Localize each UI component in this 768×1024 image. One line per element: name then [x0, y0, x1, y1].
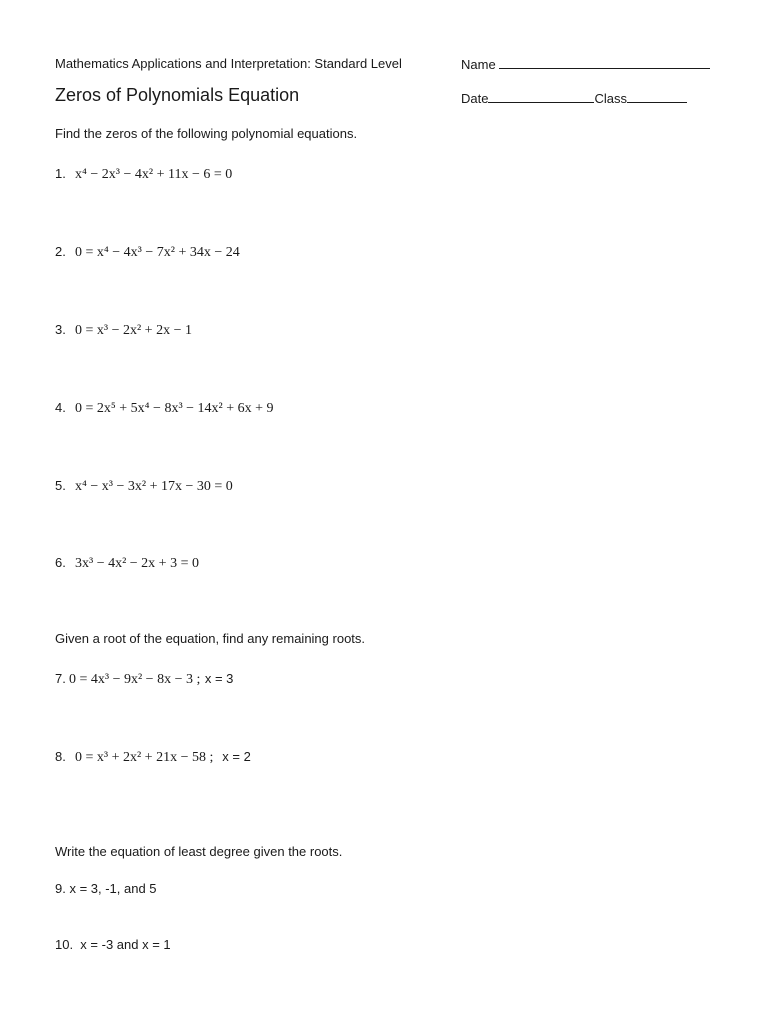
problem-number: 3.	[55, 322, 66, 337]
problem-10: 10. x = -3 and x = 1	[55, 937, 171, 952]
problem-equation: 0 = 2x⁵ + 5x⁴ − 8x³ − 14x² + 6x + 9	[75, 401, 274, 416]
problem-number: 4.	[55, 400, 66, 415]
class-blank-line[interactable]	[627, 90, 687, 103]
problem-equation: 0 = x³ + 2x² + 21x − 58 ;	[75, 750, 214, 765]
problem-equation: 0 = 4x³ − 9x² − 8x − 3 ;	[69, 672, 201, 687]
section3-instruction: Write the equation of least degree given the roots.	[55, 844, 343, 859]
problem-number: 8.	[55, 749, 66, 764]
problem-9: 9. x = 3, -1, and 5	[55, 881, 157, 896]
problem-1	[55, 165, 232, 183]
class-label: Class	[594, 91, 627, 106]
problem-equation: x⁴ − 2x³ − 4x² + 11x − 6 = 0	[75, 167, 233, 182]
given-root: x = 3	[204, 671, 234, 686]
problem-number: 2.	[55, 244, 66, 259]
problem-equation: 3x³ − 4x² − 2x + 3 = 0	[75, 556, 199, 571]
problem-equation: x⁴ − x³ − 3x² + 17x − 30 = 0	[75, 479, 233, 494]
problem-2	[55, 243, 240, 261]
name-label: Name	[461, 57, 496, 72]
problem-5	[55, 477, 233, 495]
name-field[interactable]	[461, 56, 710, 72]
problem-6	[55, 554, 199, 572]
problem-3	[55, 321, 192, 339]
problem-7	[55, 670, 233, 688]
problem-8	[55, 748, 251, 766]
date-blank-line[interactable]	[488, 90, 594, 103]
name-blank-line[interactable]	[499, 56, 710, 69]
problem-equation: 0 = x⁴ − 4x³ − 7x² + 34x − 24	[75, 245, 240, 260]
date-class-fields	[461, 90, 687, 106]
problem-number: 6.	[55, 555, 66, 570]
section2-instruction: Given a root of the equation, find any remaining roots.	[55, 631, 366, 646]
section1-instruction: Find the zeros of the following polynomial equations.	[55, 126, 358, 141]
course-name: Mathematics Applications and Interpretation: Standard Level	[55, 56, 402, 71]
given-root: x = 2	[222, 749, 251, 764]
problem-4	[55, 399, 274, 417]
problem-number: 7.	[55, 671, 66, 686]
problem-equation: 0 = x³ − 2x² + 2x − 1	[75, 323, 192, 338]
page-title: Zeros of Polynomials Equation	[55, 85, 300, 105]
problem-number: 5.	[55, 478, 66, 493]
date-label: Date	[461, 91, 489, 106]
problem-number: 1.	[55, 166, 66, 181]
